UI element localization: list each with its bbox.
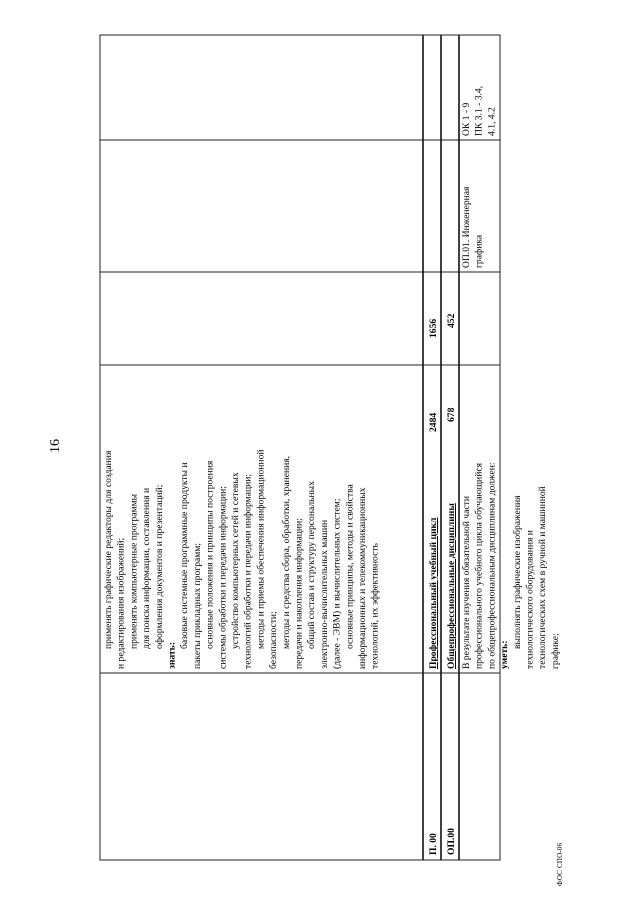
content-line: электронно-вычислительных машин: [318, 519, 330, 669]
content-line: системы обработки и передачи информации;: [217, 486, 229, 669]
discipline-name: [461, 184, 485, 268]
table-row: [103, 447, 381, 669]
section-title: Профессиональный учебный цикл: [428, 517, 439, 669]
content-line: графике;: [549, 633, 561, 669]
content-line: применять компьютерные программы: [128, 493, 140, 649]
content-line: выполнять графические изображения: [511, 495, 523, 649]
content-line: по общепрофессиональным дисциплинам должен:: [486, 462, 498, 669]
content-line: применять графические редакторы для создания: [103, 450, 114, 649]
content-line: (далее - ЭВМ) и вычислительных систем;: [331, 498, 343, 669]
content-line: безопасности;: [268, 611, 280, 669]
section-code: П. 00: [428, 833, 439, 855]
content-line: методы и приемы обеспечения информационной: [255, 449, 267, 649]
table-grid: [100, 35, 500, 860]
content-line: технологий, их эффективность: [369, 543, 381, 669]
competency-codes: [461, 83, 497, 136]
competency-line: ОК 1 - 9: [461, 102, 472, 136]
content-line: методы и средства сбора, обработки, хранения,: [280, 455, 292, 649]
content-line: технологических схем в ручной и машинной: [537, 486, 549, 669]
content-line: для поиска информации, составления и: [141, 487, 153, 649]
footer-code: ФОС СПО-06: [556, 842, 564, 886]
mandatory-load-value: 1656: [428, 318, 439, 338]
content-line: устройство компьютерных сетей и сетевых: [229, 472, 241, 649]
page-number: 16: [48, 439, 63, 453]
content-line: знать:: [166, 642, 178, 669]
section-code: ОП.00: [446, 828, 457, 855]
content-line: технологий обработки и передачи информации;: [242, 473, 254, 669]
content-line: базовые системные программные продукты и: [179, 462, 191, 649]
competency-line: ПК 3.1 - 3.4,: [473, 85, 485, 136]
table-row: [446, 313, 457, 855]
content-line: общий состав и структуру персональных: [306, 481, 318, 649]
content-line: передачи и накопления информации;: [293, 518, 305, 669]
discipline-line: графика: [473, 234, 485, 268]
content-line: и редактирования изображений;: [115, 537, 127, 669]
content-line: уметь:: [499, 640, 511, 669]
content-line: основные положения и принципы построения: [204, 460, 216, 649]
max-load-value: 678: [446, 407, 457, 422]
content-line: оформления документов и презентаций;: [153, 484, 165, 649]
discipline-line: ОП.01. Инженерная: [461, 186, 472, 268]
competency-line: 4.1, 4.2: [486, 107, 498, 136]
content-line: профессионального учебного цикла обучающийся: [473, 463, 485, 669]
mandatory-load-value: 452: [446, 313, 457, 328]
cell-content: [103, 447, 381, 669]
table-row: [461, 83, 561, 669]
content-line: В результате изучения обязательной части: [461, 496, 472, 669]
content-line: основные принципы, методы и свойства: [344, 484, 356, 649]
table-row: [428, 319, 439, 855]
section-title: Общепрофессиональные дисциплины: [446, 503, 457, 669]
content-line: информационных и телекоммуникационных: [356, 487, 368, 669]
cell-content: [461, 460, 561, 669]
content-line: технологического оборудования и: [524, 530, 536, 669]
content-line: пакеты прикладных программ;: [191, 542, 203, 669]
max-load-value: 2484: [428, 412, 439, 432]
